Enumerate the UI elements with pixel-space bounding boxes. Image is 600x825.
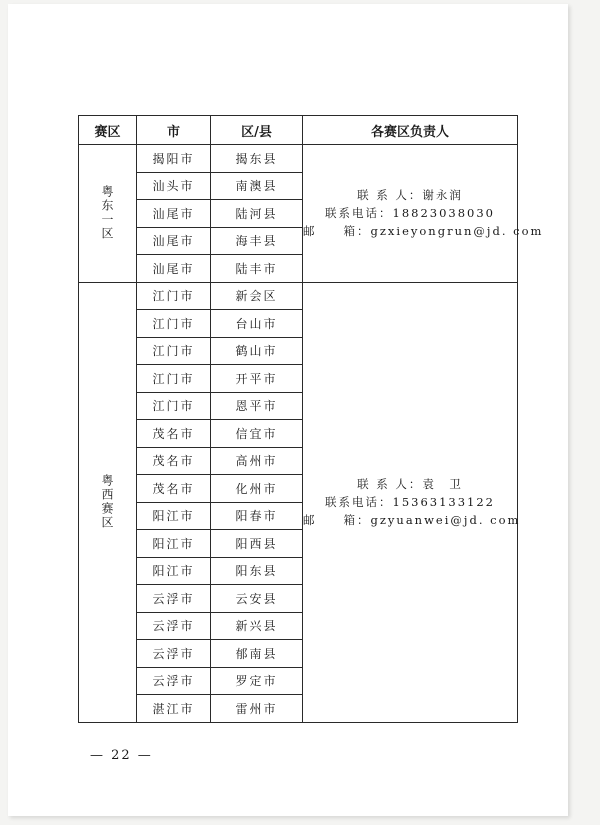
city-cell: 汕尾市 <box>137 227 211 255</box>
city-cell: 云浮市 <box>137 585 211 613</box>
header-contact: 各赛区负责人 <box>303 116 518 145</box>
county-cell: 新兴县 <box>211 612 303 640</box>
county-cell: 云安县 <box>211 585 303 613</box>
city-cell: 江门市 <box>137 337 211 365</box>
header-city: 市 <box>137 116 211 145</box>
contact-person: 联 系 人：谢永润 <box>357 188 463 203</box>
region-contact-table <box>78 115 544 723</box>
document-page <box>8 4 568 816</box>
city-cell: 湛江市 <box>137 695 211 723</box>
city-cell: 阳江市 <box>137 557 211 585</box>
county-cell: 郁南县 <box>211 640 303 668</box>
contact-person: 联 系 人：袁 卫 <box>357 477 463 491</box>
city-cell: 云浮市 <box>137 612 211 640</box>
city-cell: 阳江市 <box>137 530 211 558</box>
table-row <box>79 145 518 173</box>
county-cell: 恩平市 <box>211 392 303 420</box>
header-region: 赛区 <box>79 116 137 145</box>
city-cell: 揭阳市 <box>137 145 211 173</box>
header-county: 区/县 <box>211 116 303 145</box>
contact-phone: 联系电话：15363133122 <box>325 495 495 509</box>
contact-email: 邮 箱：gzxieyongrun@jd. com <box>303 224 544 239</box>
city-cell: 江门市 <box>137 310 211 338</box>
county-cell: 罗定市 <box>211 667 303 695</box>
page-number: — 22 — <box>90 748 153 763</box>
county-cell: 揭东县 <box>211 145 303 173</box>
county-cell: 阳东县 <box>211 557 303 585</box>
county-cell: 陆河县 <box>211 200 303 228</box>
city-cell: 汕尾市 <box>137 200 211 228</box>
table-header-row <box>79 116 518 145</box>
county-cell: 开平市 <box>211 365 303 393</box>
county-cell: 雷州市 <box>211 695 303 723</box>
city-cell: 汕头市 <box>137 172 211 200</box>
contact-cell <box>303 145 544 283</box>
table-row <box>79 282 518 310</box>
city-cell: 阳江市 <box>137 502 211 530</box>
city-cell: 茂名市 <box>137 420 211 448</box>
county-cell: 阳春市 <box>211 502 303 530</box>
county-cell: 南澳县 <box>211 172 303 200</box>
region-name: 粤东一区 <box>79 145 137 283</box>
contact-phone: 联系电话：18823038030 <box>325 206 495 221</box>
county-cell: 高州市 <box>211 447 303 475</box>
contact-cell <box>303 282 521 722</box>
contact-email: 邮 箱：gzyuanwei@jd. com <box>303 513 521 527</box>
region-name: 粤西赛区 <box>79 282 137 722</box>
county-cell: 台山市 <box>211 310 303 338</box>
table-body <box>79 145 544 723</box>
city-cell: 江门市 <box>137 392 211 420</box>
county-cell: 新会区 <box>211 282 303 310</box>
city-cell: 茂名市 <box>137 447 211 475</box>
county-cell: 鹤山市 <box>211 337 303 365</box>
city-cell: 云浮市 <box>137 667 211 695</box>
city-cell: 云浮市 <box>137 640 211 668</box>
county-cell: 海丰县 <box>211 227 303 255</box>
city-cell: 江门市 <box>137 365 211 393</box>
city-cell: 汕尾市 <box>137 255 211 283</box>
county-cell: 阳西县 <box>211 530 303 558</box>
county-cell: 化州市 <box>211 475 303 503</box>
county-cell: 信宜市 <box>211 420 303 448</box>
city-cell: 江门市 <box>137 282 211 310</box>
county-cell: 陆丰市 <box>211 255 303 283</box>
city-cell: 茂名市 <box>137 475 211 503</box>
